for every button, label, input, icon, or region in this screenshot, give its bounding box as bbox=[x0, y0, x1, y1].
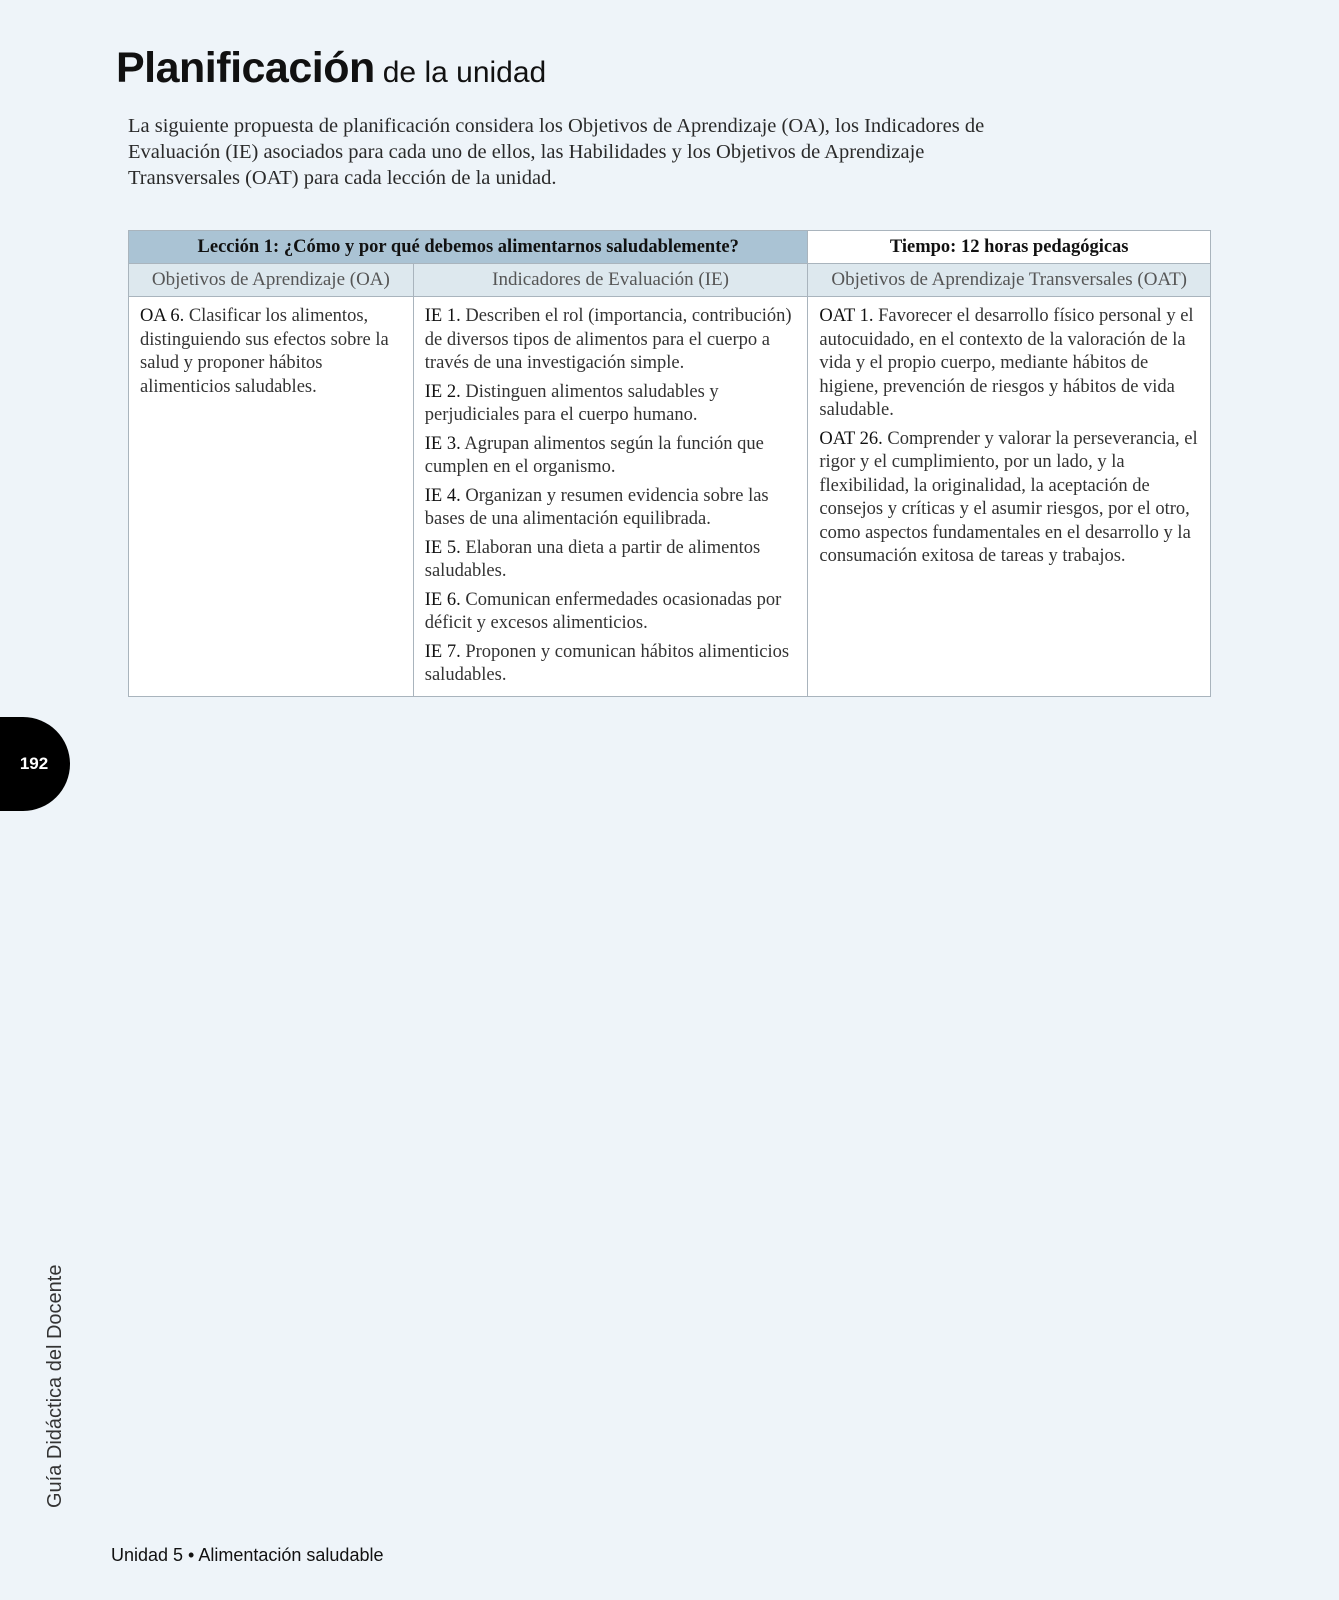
oat-cell bbox=[808, 297, 1211, 697]
ie-code: IE 2. bbox=[424, 381, 461, 402]
column-header-oat: Objetivos de Aprendizaje Transversales (OAT) bbox=[808, 264, 1211, 297]
ie-code: IE 3. bbox=[424, 433, 461, 454]
oat-code: OAT 26. bbox=[819, 428, 883, 449]
oat-entry bbox=[819, 428, 1199, 569]
ie-entry bbox=[425, 641, 797, 688]
page-number-tab bbox=[0, 717, 70, 811]
footer-unit-label: Unidad 5 • Alimentación saludable bbox=[111, 1545, 384, 1565]
oa-code: OA 6. bbox=[140, 306, 185, 326]
page-title-sub: de la unidad bbox=[382, 56, 547, 89]
ie-text: Proponen y comunican hábitos alimenticios saludables. bbox=[424, 641, 790, 685]
oat-code: OAT 1. bbox=[819, 306, 874, 326]
ie-cell bbox=[413, 297, 808, 697]
ie-text: Distinguen alimentos saludables y perjudiciales para el cuerpo humano. bbox=[424, 381, 719, 425]
page-number: 192 bbox=[19, 754, 49, 773]
lesson-title: Lección 1: ¿Cómo y por qué debemos alimentarnos saludablemente? bbox=[129, 231, 808, 264]
ie-text: Describen el rol (importancia, contribución) de diversos tipos de alimentos para el cuerpo a través de una investigación simple. bbox=[424, 306, 792, 373]
ie-entry bbox=[425, 381, 797, 428]
oat-text: Comprender y valorar la perseverancia, el rigor y el cumplimiento, por un lado, y la flexibilidad, la originalidad, la aceptación de consejos y críticas y el asumir riesgos, por el otro, como aspectos fundamentales en el desarrollo y la consumación exitosa de tareas y trabajos. bbox=[819, 428, 1198, 566]
lesson-time: Tiempo: 12 horas pedagógicas bbox=[808, 231, 1211, 264]
ie-entry bbox=[425, 485, 797, 532]
side-label: Guía Didáctica del Docente bbox=[44, 1264, 66, 1508]
ie-code: IE 5. bbox=[424, 537, 461, 558]
ie-text: Comunican enfermedades ocasionadas por déficit y excesos alimenticios. bbox=[424, 589, 782, 633]
ie-entry bbox=[425, 433, 797, 480]
planning-table bbox=[128, 230, 1211, 697]
column-header-ie: Indicadores de Evaluación (IE) bbox=[413, 264, 808, 297]
intro-paragraph: La siguiente propuesta de planificación considera los Objetivos de Aprendizaje (OA), los Indicadores de Evaluación (IE) asociados para cada uno de ellos, las Habilidades y los Objetivos de Aprendizaje Transversales (OAT) para cada lección de la unidad. bbox=[128, 115, 985, 189]
oat-entry bbox=[819, 305, 1199, 423]
ie-entry bbox=[425, 305, 797, 376]
oa-cell bbox=[129, 297, 414, 697]
oat-text: Favorecer el desarrollo físico personal y el autocuidado, en el contexto de la valoración de la vida y el propio cuerpo, mediante hábitos de higiene, prevención de riesgos y hábitos de vida saludable. bbox=[819, 306, 1194, 420]
column-header-oa: Objetivos de Aprendizaje (OA) bbox=[129, 264, 414, 297]
page-title-main: Planificación bbox=[116, 44, 375, 92]
oa-entry bbox=[140, 305, 402, 399]
ie-code: IE 6. bbox=[424, 589, 461, 610]
ie-code: IE 4. bbox=[424, 485, 461, 506]
ie-entry bbox=[425, 589, 797, 636]
ie-text: Elaboran una dieta a partir de alimentos saludables. bbox=[424, 537, 761, 581]
ie-entry bbox=[425, 537, 797, 584]
page-title bbox=[116, 44, 546, 93]
ie-code: IE 1. bbox=[424, 306, 461, 326]
ie-text: Organizan y resumen evidencia sobre las bases de una alimentación equilibrada. bbox=[424, 485, 769, 529]
oa-text: Clasificar los alimentos, distinguiendo sus efectos sobre la salud y proponer hábitos alimenticios saludables. bbox=[140, 306, 389, 397]
ie-text: Agrupan alimentos según la función que cumplen en el organismo. bbox=[424, 433, 764, 477]
ie-code: IE 7. bbox=[424, 641, 461, 662]
